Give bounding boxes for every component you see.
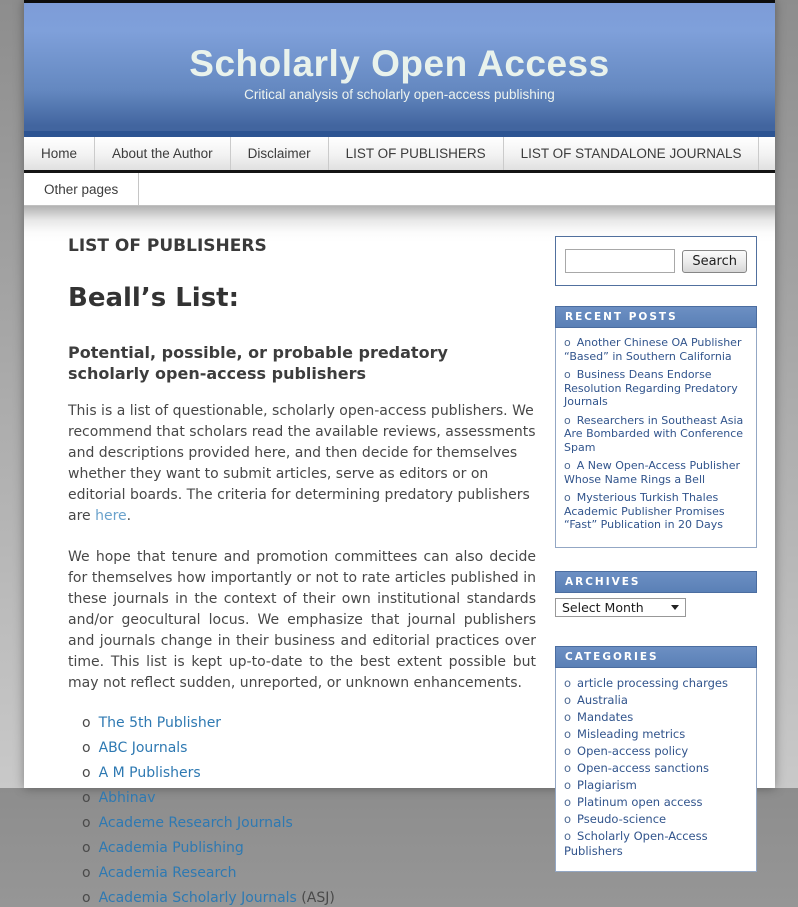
recent-post-link[interactable]: A New Open-Access Publisher Whose Name Rings a Bell xyxy=(564,459,741,486)
category-item xyxy=(564,829,748,859)
category-item xyxy=(564,727,748,742)
list-bullet: o xyxy=(564,692,572,707)
list-bullet: o xyxy=(564,459,571,472)
nav-item-about-the-author[interactable]: About the Author xyxy=(95,137,231,170)
search-widget xyxy=(555,236,757,286)
search-input[interactable] xyxy=(565,249,675,273)
list-bullet: o xyxy=(564,760,572,775)
category-link[interactable]: Plagiarism xyxy=(577,777,637,792)
list-bullet: o xyxy=(82,740,91,756)
list-item xyxy=(82,739,536,757)
list-item xyxy=(82,864,536,882)
archives-month-select[interactable] xyxy=(555,598,686,617)
list-bullet: o xyxy=(82,715,91,731)
nav-item-home[interactable]: Home xyxy=(24,137,95,170)
chevron-down-icon xyxy=(671,605,679,610)
page-title: LIST OF PUBLISHERS xyxy=(68,236,267,256)
publisher-list xyxy=(68,714,536,907)
category-item xyxy=(564,744,748,759)
category-item xyxy=(564,778,748,793)
list-item xyxy=(82,889,536,907)
secondary-nav xyxy=(24,173,775,206)
categories-title: CATEGORIES xyxy=(555,646,757,668)
nav-item-list-of-standalone-journals[interactable]: LIST OF STANDALONE JOURNALS xyxy=(504,137,760,170)
category-item xyxy=(564,710,748,725)
publisher-link[interactable]: A M Publishers xyxy=(98,765,201,781)
list-bullet: o xyxy=(82,765,91,781)
list-item xyxy=(82,764,536,782)
recent-post-item xyxy=(564,368,748,409)
recent-post-item xyxy=(564,459,748,486)
intro-text-end: . xyxy=(126,508,132,524)
list-bullet: o xyxy=(564,413,571,427)
list-item xyxy=(82,714,536,732)
list-bullet: o xyxy=(564,368,571,381)
category-link[interactable]: Australia xyxy=(577,692,628,707)
publisher-link[interactable]: The 5th Publisher xyxy=(98,715,222,731)
recent-posts-widget xyxy=(555,306,757,548)
category-item xyxy=(564,693,748,708)
site-tagline: Critical analysis of scholarly open-access publishing xyxy=(244,87,555,102)
recent-post-link[interactable]: Business Deans Endorse Resolution Regarding Predatory Journals xyxy=(564,368,738,408)
recent-post-item xyxy=(564,414,748,455)
publisher-link[interactable]: ABC Journals xyxy=(98,740,188,756)
archives-widget xyxy=(555,571,757,617)
nav-item-list-of-publishers[interactable]: LIST OF PUBLISHERS xyxy=(329,137,504,170)
recent-post-item xyxy=(564,336,748,363)
category-link[interactable]: Pseudo-science xyxy=(577,811,667,826)
recent-post-item xyxy=(564,491,748,532)
list-bullet: o xyxy=(564,777,572,792)
archives-selected-option: Select Month xyxy=(562,599,644,615)
bealls-list-heading: Beall’s List: xyxy=(68,283,240,313)
recent-posts-list xyxy=(564,336,748,532)
category-link[interactable]: Platinum open access xyxy=(577,794,703,809)
site-title[interactable]: Scholarly Open Access xyxy=(189,43,610,84)
intro-text: This is a list of questionable, scholarly open-access publishers. We recommend that scholars read the available reviews, assessments and descriptions provided here, and then decide for themselves whether they want to submit articles, serve as editors or on editorial boards. The criteria for determining predatory publishers are xyxy=(68,403,536,524)
recent-posts-title: RECENT POSTS xyxy=(555,306,757,328)
category-item xyxy=(564,676,748,691)
sidebar xyxy=(555,236,757,858)
list-bullet: o xyxy=(82,840,91,856)
publisher-link[interactable]: Academia Scholarly Journals xyxy=(98,890,297,906)
list-bullet: o xyxy=(82,865,91,881)
recent-post-link[interactable]: Mysterious Turkish Thales Academic Publisher Promises “Fast” Publication in 20 Days xyxy=(564,491,725,531)
recent-post-link[interactable]: Researchers in Southeast Asia Are Bombarded with Conference Spam xyxy=(564,413,744,454)
category-link[interactable]: Mandates xyxy=(577,709,634,724)
categories-body xyxy=(555,668,757,872)
publisher-link[interactable]: Academe Research Journals xyxy=(98,815,293,831)
category-item xyxy=(564,812,748,827)
category-link[interactable]: Open-access policy xyxy=(577,743,689,758)
list-bullet: o xyxy=(564,675,572,690)
list-item xyxy=(82,814,536,832)
category-item xyxy=(564,761,748,776)
publisher-suffix: (ASJ) xyxy=(296,890,335,906)
content-area xyxy=(24,206,775,906)
recent-posts-body xyxy=(555,328,757,548)
nav-item-disclaimer[interactable]: Disclaimer xyxy=(231,137,329,170)
list-item xyxy=(82,839,536,857)
list-bullet: o xyxy=(82,890,91,906)
list-bullet: o xyxy=(564,491,571,504)
main-column xyxy=(68,236,536,906)
intro-paragraph xyxy=(68,401,536,527)
list-bullet: o xyxy=(564,743,572,758)
category-link[interactable]: Open-access sanctions xyxy=(577,760,709,775)
site-header xyxy=(24,3,775,137)
criteria-here-link[interactable]: here xyxy=(95,508,127,524)
list-bullet: o xyxy=(564,811,572,826)
second-paragraph: We hope that tenure and promotion committees can also decide for themselves how importantly or not to rate articles published in these journals in the context of their own institutional standards and/or geocultural locus. We emphasize that journal publishers and journals change in their business and editorial practices over time. This list is kept up-to-date to the best extent possible but may not reflect sudden, unreported, or unknown enhancements. xyxy=(68,549,536,691)
categories-list xyxy=(564,676,748,859)
recent-post-link[interactable]: Another Chinese OA Publisher “Based” in Southern California xyxy=(564,336,742,363)
nav-item-other-pages[interactable]: Other pages xyxy=(24,173,139,205)
list-bullet: o xyxy=(82,790,91,806)
subheading: Potential, possible, or probable predatory scholarly open-access publishers xyxy=(68,343,448,383)
primary-nav xyxy=(24,137,775,173)
archives-title: ARCHIVES xyxy=(555,571,757,593)
list-bullet: o xyxy=(564,828,572,843)
list-bullet: o xyxy=(564,726,572,741)
search-button[interactable]: Search xyxy=(682,250,747,273)
list-bullet: o xyxy=(564,794,572,809)
categories-widget xyxy=(555,646,757,872)
publisher-link[interactable]: Academia Research xyxy=(98,865,237,881)
list-bullet: o xyxy=(564,709,572,724)
publisher-link[interactable]: Academia Publishing xyxy=(98,840,244,856)
list-bullet: o xyxy=(564,336,571,349)
category-link[interactable]: Scholarly Open-Access Publishers xyxy=(564,828,708,858)
category-link[interactable]: Misleading metrics xyxy=(577,726,686,741)
list-item xyxy=(82,789,536,807)
category-link[interactable]: article processing charges xyxy=(577,675,728,690)
category-item xyxy=(564,795,748,810)
page-container xyxy=(24,0,775,906)
publisher-link[interactable]: Abhinav xyxy=(98,790,156,806)
list-bullet: o xyxy=(82,815,91,831)
